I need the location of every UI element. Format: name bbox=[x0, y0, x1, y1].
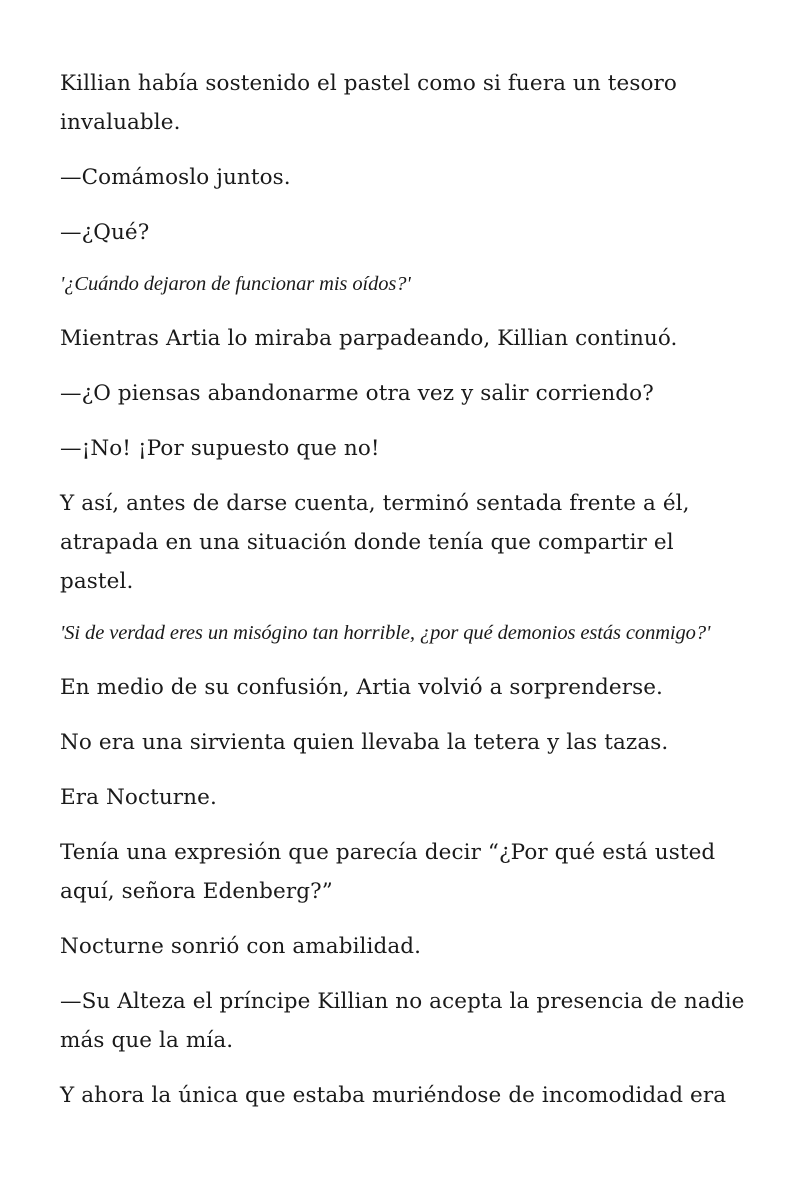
dialogue-line: —¿Qué? bbox=[60, 220, 150, 245]
paragraph: En medio de su confusión, Artia volvió a sorprenderse. bbox=[60, 675, 663, 700]
paragraph: Killian había sostenido el pastel como si fuera un tesoro invaluable. bbox=[60, 71, 677, 135]
paragraph: Y ahora la única que estaba muriéndose de incomodidad era bbox=[60, 1083, 727, 1108]
paragraph: Era Nocturne. bbox=[60, 785, 217, 810]
dialogue-line: —Su Alteza el príncipe Killian no acepta la presencia de nadie más que la mía. bbox=[60, 989, 745, 1053]
paragraph: Y así, antes de darse cuenta, terminó sentada frente a él, atrapada en una situación donde tenía que compartir el pastel. bbox=[60, 491, 690, 594]
inner-thought: 'Si de verdad eres un misógino tan horrible, ¿por qué demonios estás conmigo?' bbox=[60, 622, 711, 644]
dialogue-line: —Comámoslo juntos. bbox=[60, 165, 291, 190]
document-page bbox=[60, 64, 750, 1131]
dialogue-line: —¿O piensas abandonarme otra vez y salir corriendo? bbox=[60, 381, 654, 406]
paragraph: Tenía una expresión que parecía decir “¿Por qué está usted aquí, señora Edenberg?” bbox=[60, 840, 716, 904]
paragraph: No era una sirvienta quien llevaba la tetera y las tazas. bbox=[60, 730, 669, 755]
paragraph: Mientras Artia lo miraba parpadeando, Killian continuó. bbox=[60, 326, 678, 351]
inner-thought: '¿Cuándo dejaron de funcionar mis oídos?' bbox=[60, 273, 411, 295]
paragraph: Nocturne sonrió con amabilidad. bbox=[60, 934, 422, 959]
dialogue-line: —¡No! ¡Por supuesto que no! bbox=[60, 436, 380, 461]
